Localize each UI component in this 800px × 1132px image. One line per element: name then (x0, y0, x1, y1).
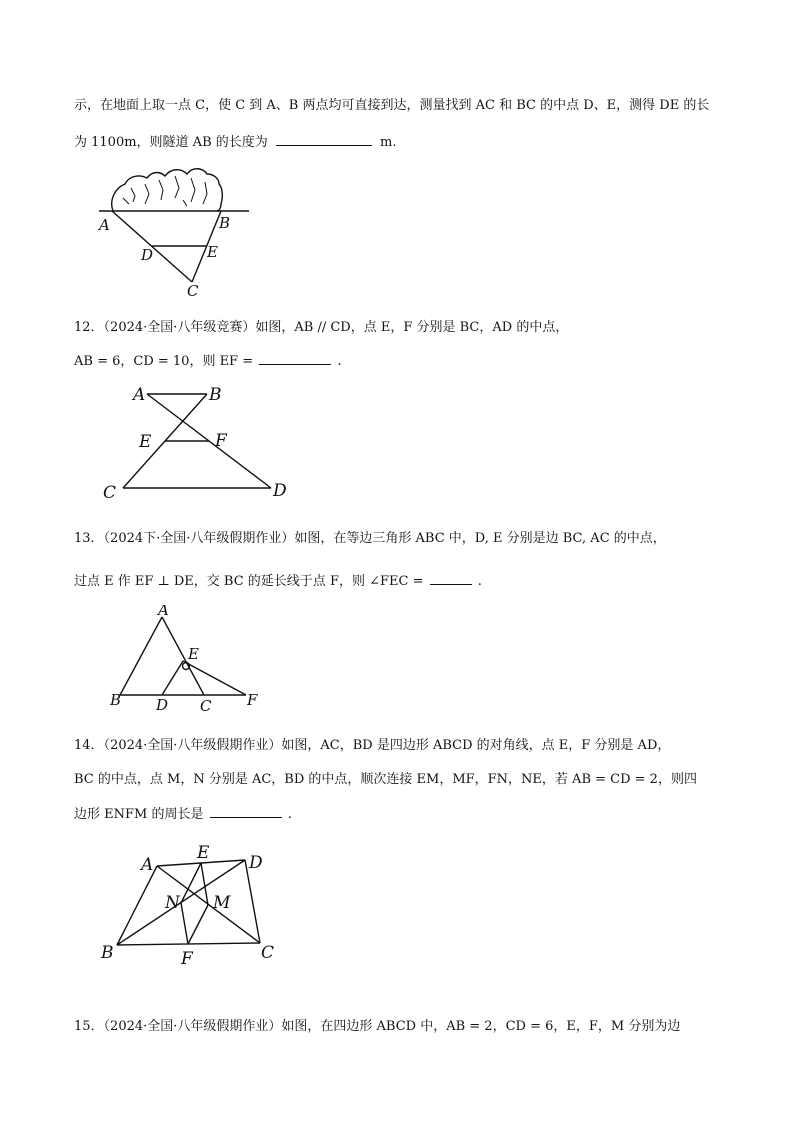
q11-mountain-outline (112, 169, 223, 211)
q11-label-C: C (187, 282, 199, 300)
q14-line-AB (117, 866, 157, 945)
q12-label-F: F (215, 431, 227, 451)
q12-text-line2-b: . (337, 354, 342, 369)
q11-label-B: B (219, 214, 231, 232)
q13-line-AB (120, 617, 162, 695)
q13-label-F: F (247, 691, 258, 709)
q13-line-DE (162, 661, 183, 695)
q11-text-line2-a: 为 1100m，则隧道 AB 的长度为 (74, 135, 268, 150)
q14-answer-blank[interactable] (210, 803, 282, 818)
q12-text-line2 (74, 350, 342, 372)
q13-text-line2-b: . (477, 574, 482, 589)
q15-text-line1: 15．（2024·全国·八年级假期作业）如图，在四边形 ABCD 中，AB = 2，CD = 6，E，F，M 分别为边 (74, 1019, 681, 1034)
q14-label-D: D (249, 853, 263, 873)
q13-figure-equilateral (110, 605, 270, 715)
q14-line-MF (188, 905, 208, 944)
q13-label-B: B (110, 691, 122, 709)
q12-label-A: A (133, 385, 146, 405)
q11-text-line2-b: m. (380, 135, 397, 150)
q14-line-EM (201, 863, 208, 905)
q13-text-line2 (74, 570, 482, 592)
q14-figure-quadrilateral (95, 840, 295, 970)
q13-answer-blank[interactable] (430, 570, 472, 585)
q14-text-line1: 14．（2024·全国·八年级假期作业）如图，AC，BD 是四边形 ABCD 的对角线，点 E，F 分别是 AD， (74, 738, 671, 753)
q11-text-line1: 示，在地面上取一点 C，使 C 到 A、B 两点均可直接到达，测量找到 AC 和 BC 的中点 D、E，测得 DE 的长 (74, 98, 710, 113)
q12-text-line2-a: AB = 6，CD = 10，则 EF = (74, 354, 254, 369)
q12-answer-blank[interactable] (259, 350, 331, 365)
q11-label-E: E (207, 243, 218, 261)
q12-figure-trapezoid (95, 380, 305, 500)
q13-label-C: C (200, 697, 212, 715)
q11-text-line2 (74, 131, 397, 153)
q12-label-E: E (139, 432, 152, 452)
q14-text-line3-b: . (287, 807, 292, 822)
q14-text-line3 (74, 803, 292, 825)
q14-label-B: B (101, 943, 114, 963)
q13-line-EF (183, 661, 246, 695)
q12-label-C: C (103, 483, 117, 500)
q14-label-A: A (141, 855, 154, 875)
q12-label-B: B (209, 385, 222, 405)
q13-label-E: E (188, 645, 199, 663)
q13-text-line2-a: 过点 E 作 EF ⊥ DE，交 BC 的延长线于点 F，则 ∠FEC = (74, 574, 424, 589)
q11-label-A: A (99, 216, 110, 234)
q14-label-C: C (261, 943, 275, 963)
q11-label-D: D (141, 246, 154, 264)
q11-figure-tunnel (95, 160, 265, 300)
q14-text-line3-a: 边形 ENFM 的周长是 (74, 807, 204, 822)
q12-text-line1: 12．（2024·全国·八年级竞赛）如图，AB // CD，点 E，F 分别是 BC，AD 的中点， (74, 320, 569, 335)
q14-text-line2: BC 的中点，点 M，N 分别是 AC，BD 的中点，顺次连接 EM，MF，FN，NE，若 AB = CD = 2，则四 (74, 772, 697, 787)
q14-line-NF (181, 903, 188, 944)
q12-label-D: D (273, 481, 287, 500)
q11-mountain-ridges (123, 176, 207, 206)
q14-label-F: F (181, 949, 193, 969)
q13-label-D: D (156, 696, 169, 714)
q14-label-E: E (197, 843, 210, 863)
q14-label-M: M (213, 893, 231, 913)
q14-label-N: N (165, 893, 180, 913)
q11-answer-blank[interactable] (276, 131, 372, 146)
q13-text-line1: 13．（2024下·全国·八年级假期作业）如图，在等边三角形 ABC 中，D, E 分别是边 BC, AC 的中点， (74, 531, 666, 546)
q13-label-A: A (158, 605, 169, 619)
